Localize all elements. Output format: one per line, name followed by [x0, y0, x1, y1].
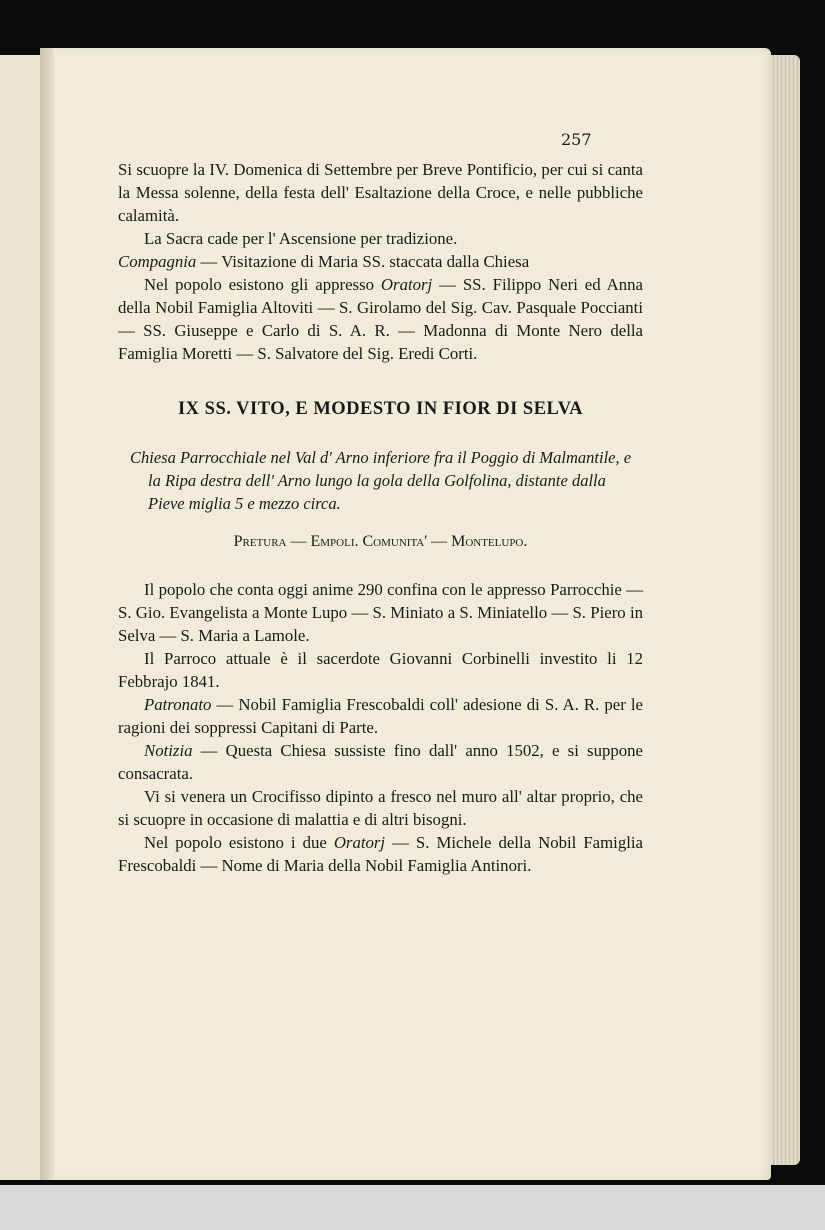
- patronato-label: Patronato: [144, 695, 212, 714]
- paragraph-oratorj-2: [118, 831, 643, 877]
- paragraph-compagnia: [118, 250, 643, 273]
- oratorj-2-label: Oratorj: [333, 833, 386, 852]
- paragraph-sacra: [118, 227, 643, 250]
- section-title: IX SS. VITO, E MODESTO IN FIOR DI SELVA: [177, 399, 584, 419]
- notizia-text: — Questa Chiesa sussiste fino dall' anno 1502, e si suppone consacrata.: [118, 741, 643, 783]
- paragraph-crocifisso: Vi si venera un Crocifisso dipinto a fresco nel muro all' altar proprio, che si scuopre in occasione di malattia e di altri bisogni.: [118, 787, 643, 829]
- page-number: 257: [561, 130, 592, 149]
- paragraph-breve: Si scuopre la IV. Domenica di Settembre per Breve Pontificio, per cui si canta la Messa solenne, della festa dell' Esaltazione della Croce, e nelle pubbliche calamità.: [118, 160, 643, 225]
- jurisdiction-line: Pretura — Empoli. Comunita' — Montelupo.: [233, 533, 528, 550]
- oratorj-intro: Nel popolo esistono gli appresso: [144, 275, 381, 294]
- scan-backdrop: [0, 1185, 825, 1230]
- paragraph-popolo: Il popolo che conta oggi anime 290 confina con le appresso Parrocchie — S. Gio. Evangelista a Monte Lupo — S. Miniato a S. Miniatello — S. Piero in Selva — S. Maria a Lamole.: [118, 580, 643, 645]
- church-description: Chiesa Parrocchiale nel Val d' Arno inferiore fra il Poggio di Malmantile, e la Ripa destra dell' Arno lungo la gola della Golfolina, distante dalla Pieve miglia 5 e mezzo circa.: [130, 448, 632, 513]
- paragraph-oratorj: [118, 273, 643, 365]
- paragraph-notizia: [118, 739, 643, 785]
- notizia-label: Notizia: [144, 741, 193, 760]
- book-page: [46, 48, 771, 1180]
- oratorj-2-list: — S. Michele della Nobil Famiglia Frescobaldi — Nome di Maria della Nobil Famiglia Antinori.: [118, 833, 643, 875]
- book-gutter: [40, 48, 54, 1180]
- paragraph-patronato: [118, 693, 643, 739]
- oratorj-list: — SS. Filippo Neri ed Anna della Nobil Famiglia Altoviti — S. Girolamo del Sig. Cav. Pasquale Poccianti — SS. Giuseppe e Carlo di S. A. R. — Madonna di Monte Nero della Famiglia Moretti — S. Salvatore del Sig. Eredi Corti.: [118, 275, 643, 363]
- oratorj-label: Oratorj: [380, 275, 433, 294]
- body-text-block: [118, 578, 643, 877]
- patronato-text: — Nobil Famiglia Frescobaldi coll' adesione di S. A. R. per le ragioni dei soppressi Capitani di Parte.: [118, 695, 643, 737]
- paragraph-parroco: Il Parroco attuale è il sacerdote Giovanni Corbinelli investito li 12 Febbrajo 1841.: [118, 649, 643, 691]
- top-text-block: [118, 158, 643, 365]
- sacra-text: La Sacra cade per l' Ascensione per tradizione.: [144, 229, 458, 248]
- compagnia-text: — Visitazione di Maria SS. staccata dalla Chiesa: [196, 252, 530, 271]
- compagnia-label: Compagnia: [118, 252, 197, 271]
- oratorj-2-intro: Nel popolo esistono i due: [144, 833, 334, 852]
